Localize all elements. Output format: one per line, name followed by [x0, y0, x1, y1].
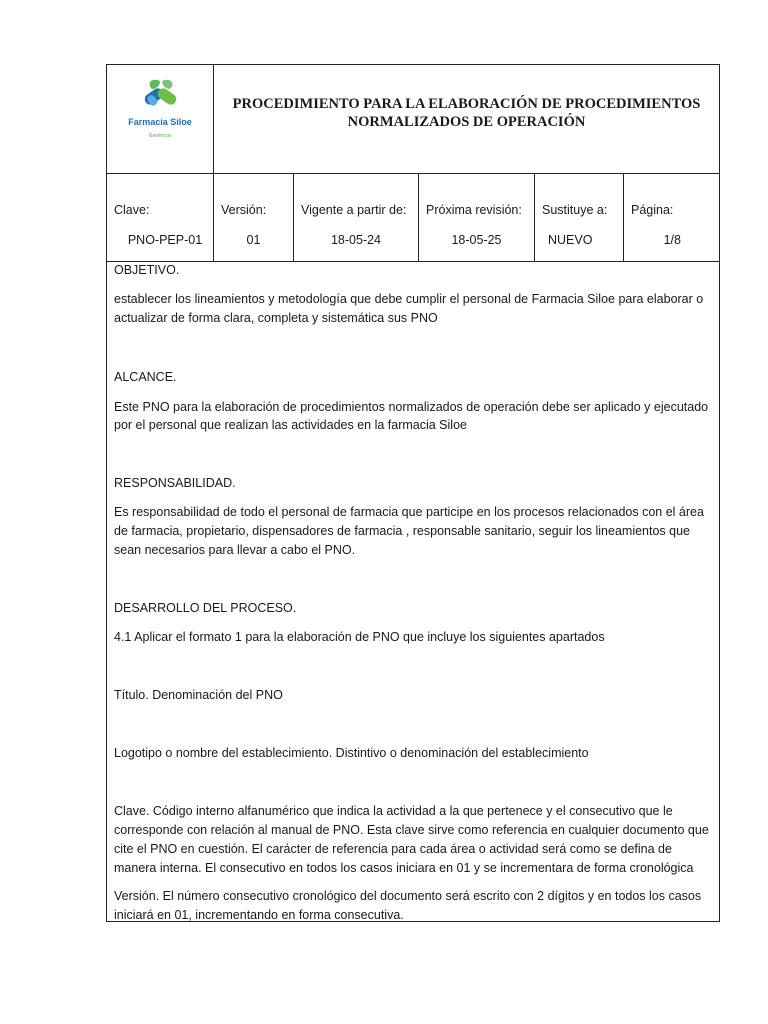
- version-line-1: Versión. El número consecutivo cronológico del documento será escrito con 2 dígitos y en todos los casos: [114, 889, 702, 903]
- clave-line-4: manera interna. El consecutivo en todos los casos iniciara en 01 y se incrementara de forma cronológica: [114, 861, 694, 875]
- meta-sustituye: [535, 174, 624, 261]
- pharmacy-logo-icon: [140, 77, 180, 113]
- responsabilidad-line-1: Es responsabilidad de todo el personal de farmacia que participe en los procesos relacionados con el área: [114, 505, 704, 519]
- clave-line-3: cite el PNO en cuestión. El carácter de referencia para cada área o actividad será como se defina de: [114, 842, 672, 856]
- sustituye-value: NUEVO: [548, 233, 593, 247]
- title-cell: [214, 65, 719, 173]
- meta-vigente: [294, 174, 419, 261]
- vigente-value: 18-05-24: [330, 233, 382, 247]
- pagina-value: 1/8: [663, 233, 681, 247]
- document-header: [107, 65, 719, 174]
- alcance-heading: ALCANCE.: [114, 370, 177, 384]
- pagina-label: Página:: [631, 203, 674, 217]
- meta-version: [214, 174, 294, 261]
- meta-clave: [107, 174, 214, 261]
- responsabilidad-line-3: sean necesarios para llevar a cabo el PNO.: [114, 543, 356, 557]
- meta-pagina: [624, 174, 719, 261]
- logotipo-line: Logotipo o nombre del establecimiento. Distintivo o denominación del establecimiento: [114, 746, 589, 760]
- meta-proxima: [419, 174, 535, 261]
- clave-value: PNO-PEP-01: [127, 233, 203, 247]
- logo-cell: [107, 65, 214, 173]
- title-line-1: PROCEDIMIENTO PARA LA ELABORACIÓN DE PROCEDIMIENTOS: [232, 96, 701, 112]
- objetivo-line-1: establecer los lineamientos y metodología que debe cumplir el personal de Farmacia Siloe para elaborar o: [114, 292, 704, 306]
- sustituye-label: Sustituye a:: [542, 203, 608, 217]
- title-line-2: NORMALIZADOS DE OPERACIÓN: [347, 114, 586, 130]
- responsabilidad-heading: RESPONSABILIDAD.: [114, 476, 236, 490]
- logo-subtitle: Genéricos: [148, 133, 172, 139]
- document-meta-row: [107, 174, 719, 262]
- document-title: [214, 95, 719, 131]
- objetivo-heading: OBJETIVO.: [114, 263, 180, 277]
- alcance-line-2: por el personal que realizan las actividades en la farmacia Siloe: [114, 418, 467, 432]
- titulo-line: Título. Denominación del PNO: [114, 688, 283, 702]
- alcance-line-1: Este PNO para la elaboración de procedimientos normalizados de operación debe ser aplicado y ejecutado: [114, 400, 709, 414]
- vigente-label: Vigente a partir de:: [301, 203, 407, 217]
- clave-label: Clave:: [114, 203, 150, 217]
- logo-name: Farmacia Siloe: [128, 117, 192, 127]
- proxima-label: Próxima revisión:: [426, 203, 522, 217]
- version-label: Versión:: [221, 203, 267, 217]
- version-line-2: iniciará en 01, incrementando en forma consecutiva.: [114, 908, 404, 922]
- clave-line-1: Clave. Código interno alfanumérico que indica la actividad a la que pertenece y el consecutivo que le: [114, 804, 673, 818]
- version-value: 01: [246, 233, 261, 247]
- document-page: [106, 64, 720, 922]
- clave-line-2: corresponde con relación al manual de PNO. Esta clave sirve como referencia en cualquier documento que: [114, 823, 709, 837]
- objetivo-line-2: actualizar de forma clara, completa y sistemática sus PNO: [114, 311, 438, 325]
- desarrollo-line-1: 4.1 Aplicar el formato 1 para la elaboración de PNO que incluye los siguientes apartados: [114, 630, 605, 644]
- desarrollo-heading: DESARROLLO DEL PROCESO.: [114, 601, 297, 615]
- responsabilidad-line-2: de farmacia, propietario, dispensadores de farmacia , responsable sanitario, seguir los lineamientos que: [114, 524, 691, 538]
- proxima-value: 18-05-25: [451, 233, 502, 247]
